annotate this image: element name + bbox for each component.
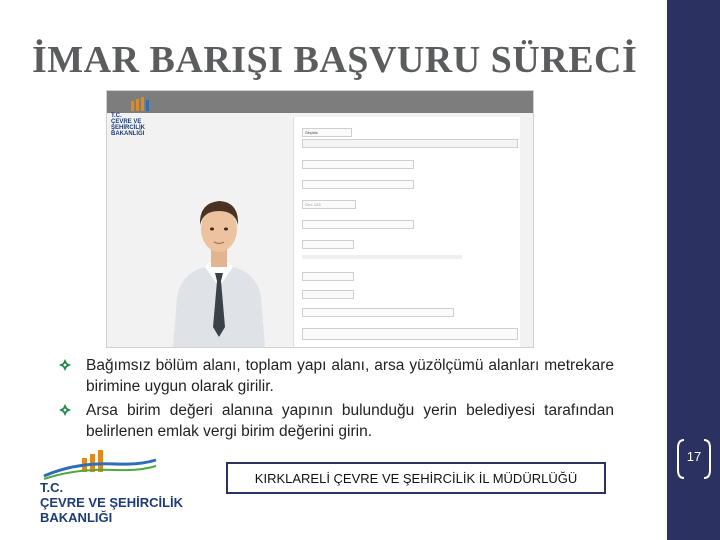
slide-title: İMAR BARIŞI BAŞVURU SÜRECİ	[32, 39, 638, 81]
footer-directorate: KIRKLARELİ ÇEVRE VE ŞEHİRCİLİK İL MÜDÜRLÜĞÜ	[226, 462, 606, 494]
bullet-text: Bağımsız bölüm alanı, toplam yapı alanı, arsa yüzölçümü alanları metrekare birimine uygun olarak girilir.	[86, 357, 614, 395]
bullet-item	[58, 355, 614, 397]
screenshot-logo-line1: T.C.	[111, 113, 122, 119]
logo-line1: T.C.	[40, 480, 64, 495]
bullet-list	[58, 355, 614, 445]
ministry-logo-icon	[36, 450, 166, 480]
screenshot-help-text	[302, 255, 462, 259]
screenshot-field-7	[302, 290, 354, 299]
screenshot-logo-line2: ÇEVRE VE ŞEHİRCİLİK	[111, 119, 146, 131]
screenshot-logo-line3: BAKANLIĞI	[111, 131, 145, 137]
bullet-item	[58, 400, 614, 442]
page-number: 17	[686, 449, 702, 464]
diamond-bullet-icon	[58, 403, 72, 417]
screenshot-field-5	[302, 240, 354, 249]
screenshot-field-6	[302, 272, 354, 281]
ministry-logo-icon	[129, 97, 155, 111]
screenshot-select: Seçiniz	[302, 128, 352, 137]
screenshot-select-2	[302, 308, 454, 317]
avatar-illustration	[159, 187, 279, 347]
logo-line3: BAKANLIĞI	[40, 510, 113, 525]
screenshot-field-2	[302, 180, 414, 189]
screenshot-logo	[111, 97, 171, 137]
diamond-bullet-icon	[58, 358, 72, 372]
screenshot-form	[293, 117, 520, 347]
screenshot-field-4	[302, 220, 414, 229]
application-screenshot	[106, 90, 534, 348]
ministry-logo	[36, 450, 186, 535]
screenshot-field-3: Örn: 123	[302, 200, 356, 209]
logo-line2: ÇEVRE VE ŞEHİRCİLİK	[40, 495, 184, 510]
screenshot-field-8	[302, 328, 518, 340]
screenshot-field-1	[302, 160, 414, 169]
screenshot-checkbox-row	[302, 139, 518, 148]
bullet-text: Arsa birim değeri alanına yapının bulunduğu yerin belediyesi tarafından belirlenen emlak vergi birim değerini girin.	[86, 402, 614, 440]
